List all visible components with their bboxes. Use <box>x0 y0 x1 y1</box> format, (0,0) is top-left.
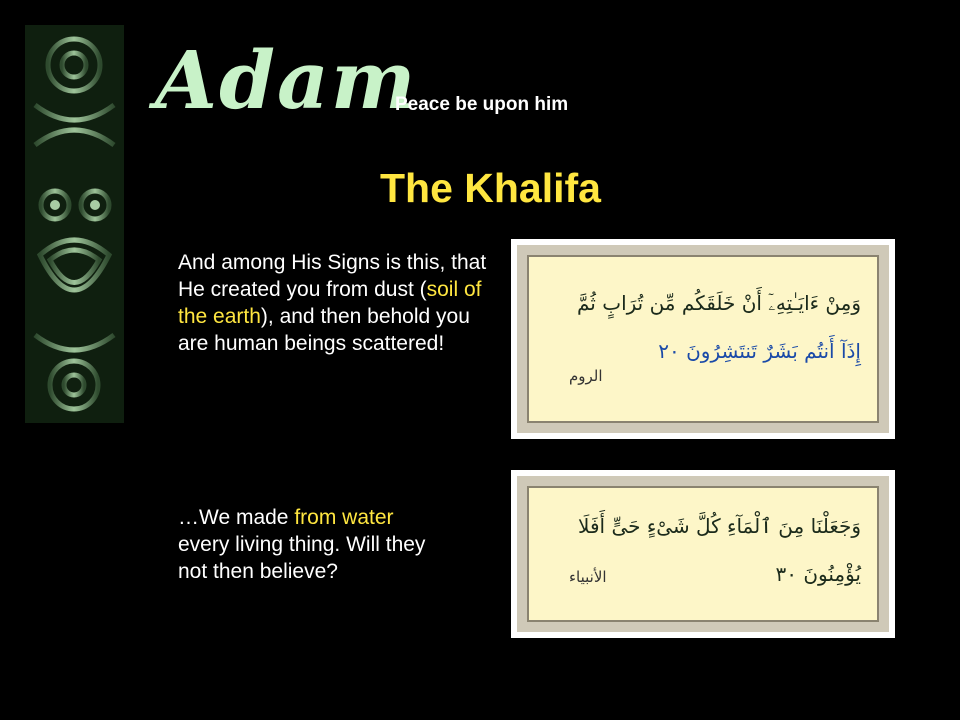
subtitle: Peace be upon him <box>395 94 569 115</box>
verse-2-line-1: وَجَعَلْنَا مِنَ ٱلْمَآءِ كُلَّ شَىْءٍ حَىٍّ أَفَلَا <box>578 514 861 538</box>
paragraph-1-text-start: And among His Signs is this, that He created you from dust ( <box>178 251 487 301</box>
verse-2-surah-name: الأنبياء <box>569 568 607 586</box>
verse-1-surah-name: الروم <box>569 367 603 385</box>
paragraph-1-highlight: soil of the earth <box>178 277 482 328</box>
quran-verse-image-2 <box>511 470 895 638</box>
paragraph-1-text-end: ), and then behold you are human beings scattered! <box>178 304 470 355</box>
verse-2-line-2: يُؤْمِنُونَ ٣٠ <box>775 562 861 586</box>
paragraph-verse-2 <box>178 505 428 586</box>
verse-1-frame <box>517 245 889 433</box>
paragraph-2-highlight: from water <box>294 506 394 529</box>
page-title: Adam <box>155 33 418 127</box>
verse-1-line-2: إِذَآ أَنتُم بَشَرٌ تَنتَشِرُونَ ٢٠ <box>658 339 861 363</box>
paragraph-2-text-end: every living thing. Will they not then believe? <box>178 532 426 583</box>
verse-2-frame <box>517 476 889 632</box>
section-heading: The Khalifa <box>380 165 601 211</box>
paragraph-verse-1 <box>178 250 488 358</box>
arabesque-pattern-icon <box>25 25 124 423</box>
verse-1-line-1: وَمِنْ ءَايَـٰتِهِۦٓ أَنْ خَلَقَكُم مِّن تُرَابٍ ثُمَّ <box>577 291 861 315</box>
decorative-ornament-panel <box>25 25 124 423</box>
paragraph-2-text-start: …We made <box>178 506 295 529</box>
quran-verse-image-1 <box>511 239 895 439</box>
